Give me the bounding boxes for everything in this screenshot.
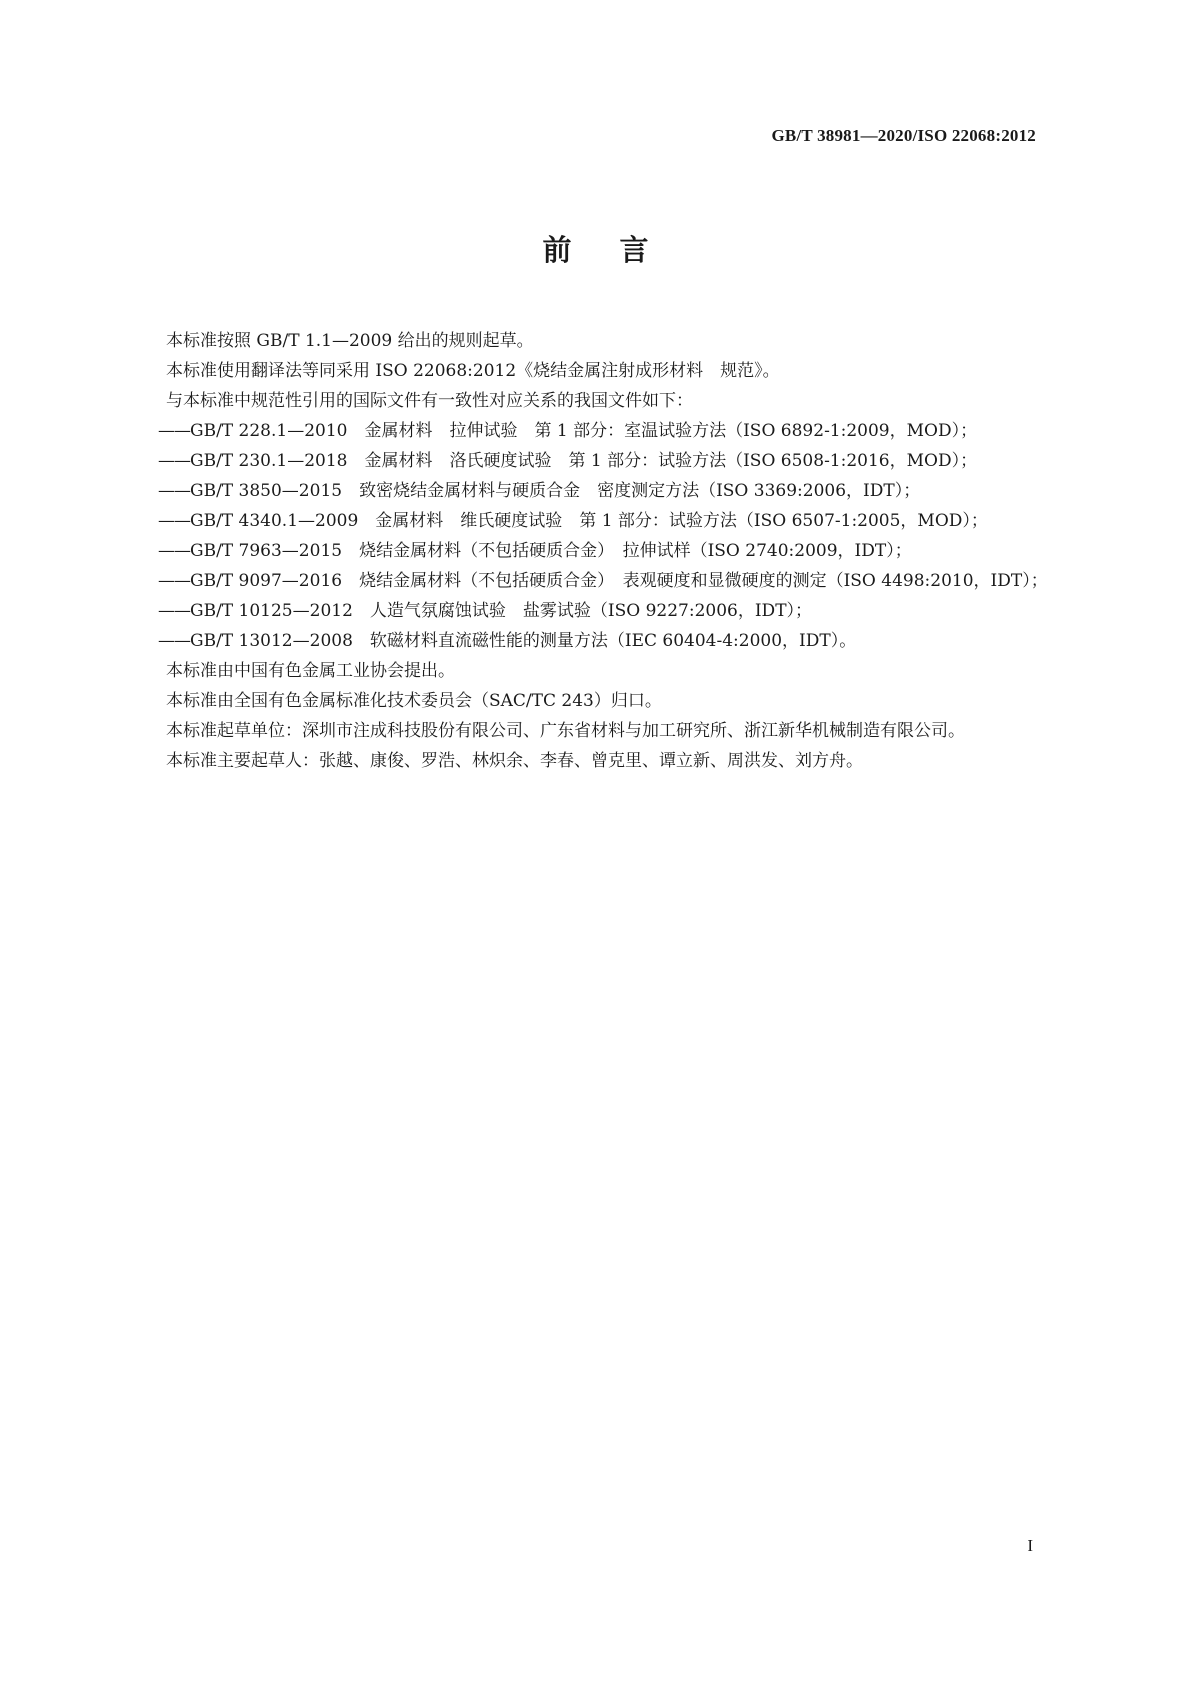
paragraph-drafting-units: 本标准起草单位：深圳市注成科技股份有限公司、广东省材料与加工研究所、浙江新华机械制造有限公司。 (166, 721, 965, 741)
paragraph-proposer: 本标准由中国有色金属工业协会提出。 (166, 661, 455, 681)
reference-text: GB/T 4340.1—2009 金属材料 维氏硬度试验 第 1 部分：试验方法（ISO 6507-1:2005，MOD）； (190, 511, 988, 531)
foreword-body (122, 326, 1062, 776)
reference-text: GB/T 10125—2012 人造气氛腐蚀试验 盐雾试验（ISO 9227:2006，IDT）； (190, 601, 813, 621)
paragraph-committee: 本标准由全国有色金属标准化技术委员会（SAC/TC 243）归口。 (166, 691, 662, 711)
dash-marker: —— (158, 571, 190, 591)
dash-marker: —— (158, 451, 190, 471)
standard-code-header: GB/T 38981—2020/ISO 22068:2012 (771, 126, 1036, 145)
reference-text: GB/T 3850—2015 致密烧结金属材料与硬质合金 密度测定方法（ISO 3369:2006，IDT）； (190, 481, 921, 501)
dash-marker: —— (158, 481, 190, 501)
reference-text: GB/T 230.1—2018 金属材料 洛氏硬度试验 第 1 部分：试验方法（ISO 6508-1:2016，MOD）； (190, 451, 978, 471)
reference-item (122, 566, 1062, 596)
reference-item (122, 536, 1062, 566)
dash-marker: —— (158, 601, 190, 621)
reference-item (122, 476, 1062, 506)
page-title: 前言 (542, 233, 697, 267)
reference-text: GB/T 13012—2008 软磁材料直流磁性能的测量方法（IEC 60404-4:2000，IDT）。 (190, 631, 857, 651)
reference-text: GB/T 7963—2015 烧结金属材料（不包括硬质合金） 拉伸试样（ISO 2740:2009，IDT）； (190, 541, 912, 561)
reference-text: GB/T 9097—2016 烧结金属材料（不包括硬质合金） 表观硬度和显微硬度的测定（ISO 4498:2010，IDT）； (190, 571, 1048, 591)
paragraph-drafters: 本标准主要起草人：张越、康俊、罗浩、林炽余、李春、曾克里、谭立新、周洪发、刘方舟。 (166, 751, 863, 771)
paragraph-adoption: 本标准使用翻译法等同采用 ISO 22068:2012《烧结金属注射成形材料 规范》。 (166, 361, 780, 381)
dash-marker: —— (158, 511, 190, 531)
reference-item (122, 506, 1062, 536)
reference-list (122, 416, 1062, 656)
dash-marker: —— (158, 631, 190, 651)
reference-item (122, 596, 1062, 626)
paragraph-drafting-rules: 本标准按照 GB/T 1.1—2009 给出的规则起草。 (166, 331, 534, 351)
reference-text: GB/T 228.1—2010 金属材料 拉伸试验 第 1 部分：室温试验方法（ISO 6892-1:2009，MOD）； (190, 421, 978, 441)
paragraph-reference-intro: 与本标准中规范性引用的国际文件有一致性对应关系的我国文件如下： (166, 391, 693, 411)
page-number: I (1027, 1536, 1033, 1555)
dash-marker: —— (158, 541, 190, 561)
reference-item (122, 626, 1062, 656)
dash-marker: —— (158, 421, 190, 441)
reference-item (122, 446, 1062, 476)
reference-item (122, 416, 1062, 446)
